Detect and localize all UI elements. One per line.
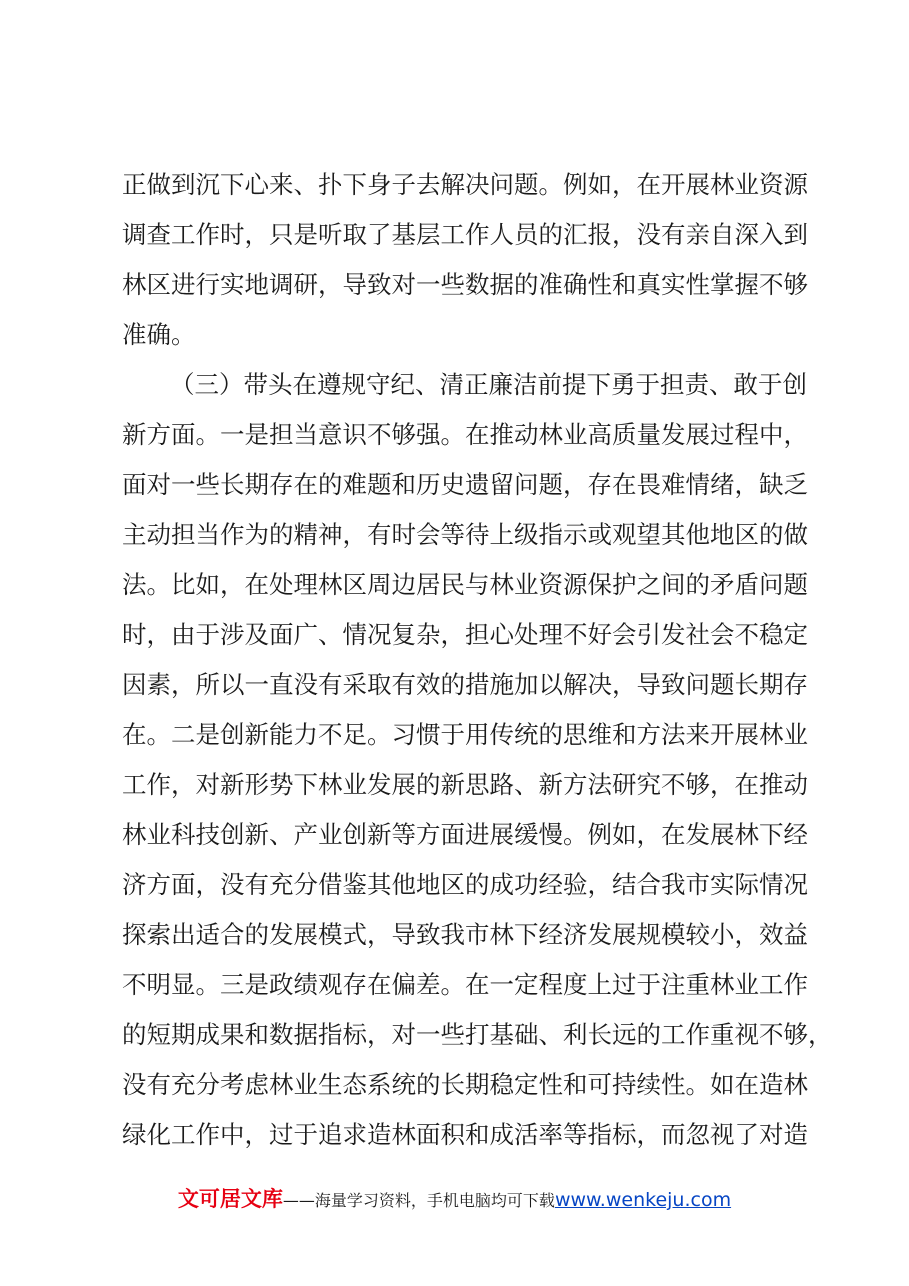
footer-link[interactable]: www.wenkeju.com <box>554 1189 732 1211</box>
body-line: 时，由于涉及面广、情况复杂，担心处理不好会引发社会不稳定 <box>122 620 808 649</box>
body-line: 探索出适合的发展模式，导致我市林下经济发展规模较小，效益 <box>122 920 808 949</box>
body-line: 工作，对新形势下林业发展的新思路、新方法研究不够，在推动 <box>122 770 808 799</box>
footer-banner <box>0 1183 909 1219</box>
body-line: 不明显。三是政绩观存在偏差。在一定程度上过于注重林业工作 <box>122 970 808 999</box>
footer-slogan: ——海量学习资料，手机电脑均可下载 <box>282 1191 555 1210</box>
section-heading-line: （三）带头在遵规守纪、清正廉洁前提下勇于担责、敢于创 <box>170 370 807 399</box>
body-line: 新方面。一是担当意识不够强。在推动林业高质量发展过程中， <box>122 420 808 449</box>
body-line: 面对一些长期存在的难题和历史遗留问题，存在畏难情绪，缺乏 <box>122 470 808 499</box>
footer-brand: 文可居文库 <box>177 1187 283 1211</box>
body-line: 在。二是创新能力不足。习惯于用传统的思维和方法来开展林业 <box>122 720 808 749</box>
body-line: 的短期成果和数据指标，对一些打基础、利长远的工作重视不够， <box>122 1020 833 1049</box>
body-line: 林业科技创新、产业创新等方面进展缓慢。例如，在发展林下经 <box>122 820 808 849</box>
body-line: 法。比如，在处理林区周边居民与林业资源保护之间的矛盾问题 <box>122 570 808 599</box>
body-line: 调查工作时，只是听取了基层工作人员的汇报，没有亲自深入到 <box>122 220 808 249</box>
body-line: 绿化工作中，过于追求造林面积和成活率等指标，而忽视了对造 <box>122 1120 808 1149</box>
body-line: 主动担当作为的精神，有时会等待上级指示或观望其他地区的做 <box>122 520 808 549</box>
body-line: 正做到沉下心来、扑下身子去解决问题。例如，在开展林业资源 <box>122 170 808 199</box>
body-line: 因素，所以一直没有采取有效的措施加以解决，导致问题长期存 <box>122 670 808 699</box>
body-line: 济方面，没有充分借鉴其他地区的成功经验，结合我市实际情况 <box>122 870 808 899</box>
body-line: 准确。 <box>122 320 196 349</box>
body-line: 林区进行实地调研，导致对一些数据的准确性和真实性掌握不够 <box>122 270 808 299</box>
body-line: 没有充分考虑林业生态系统的长期稳定性和可持续性。如在造林 <box>122 1070 808 1099</box>
